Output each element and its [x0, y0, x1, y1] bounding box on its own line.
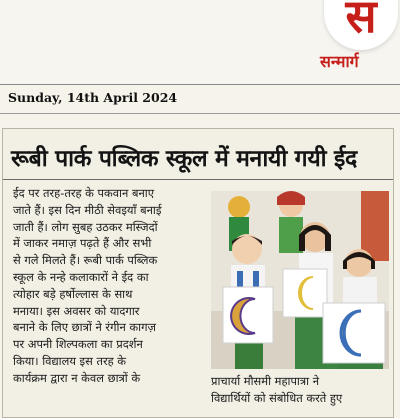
- article-photo: [211, 191, 389, 369]
- logo-glyph: स: [345, 0, 377, 43]
- children-with-eid-crafts-photo: [211, 191, 389, 369]
- edition-date: Sunday, 14th April 2024: [8, 90, 178, 105]
- body-line: ईद पर तरह-तरह के पकवान बनाए: [13, 186, 155, 200]
- body-line: जाती हैं। लोग सुबह उठकर मस्जिदों: [13, 219, 158, 234]
- body-line: जाते हैं। इस दिन मीठी सेवइयाँ बनाई: [13, 202, 162, 217]
- newspaper-logo: [324, 0, 398, 50]
- body-line: विद्यार्थियों को संबोधित करते हुए: [211, 390, 343, 405]
- body-line: त्योहार बड़े हर्षोल्लास के साथ: [13, 286, 133, 301]
- article-body-right: [211, 373, 391, 407]
- body-line: बनाने के लिए छात्रों ने रंगीन कागज़: [13, 320, 156, 335]
- body-line: से गले मिलते हैं। रूबी पार्क पब्लिक: [13, 253, 158, 268]
- masthead: [0, 0, 400, 84]
- newspaper-name: सन्मार्ग: [320, 52, 359, 71]
- body-line: में जाकर नमाज़ पढ़ते हैं और सभी: [13, 236, 152, 251]
- body-line: पर अपनी शिल्पकला का प्रदर्शन: [13, 337, 143, 352]
- headline-divider: [3, 179, 394, 180]
- article-headline: रूबी पार्क पब्लिक स्कूल में मनायी गयी ईद: [11, 146, 357, 172]
- article-body-left: [13, 185, 203, 387]
- body-line: मनाया। इस अवसर को यादगार: [13, 303, 140, 318]
- body-line: स्कूल के नन्हे कलाकारों ने ईद का: [13, 269, 149, 284]
- body-line: प्राचार्या मौसमी महापात्रा ने: [211, 374, 320, 388]
- divider: [0, 84, 400, 85]
- body-line: किया। विद्यालय इस तरह के: [13, 353, 127, 368]
- body-line: कार्यक्रम द्वारा न केवल छात्रों के: [13, 370, 141, 385]
- article-clipping: [2, 128, 394, 418]
- divider: [0, 113, 400, 114]
